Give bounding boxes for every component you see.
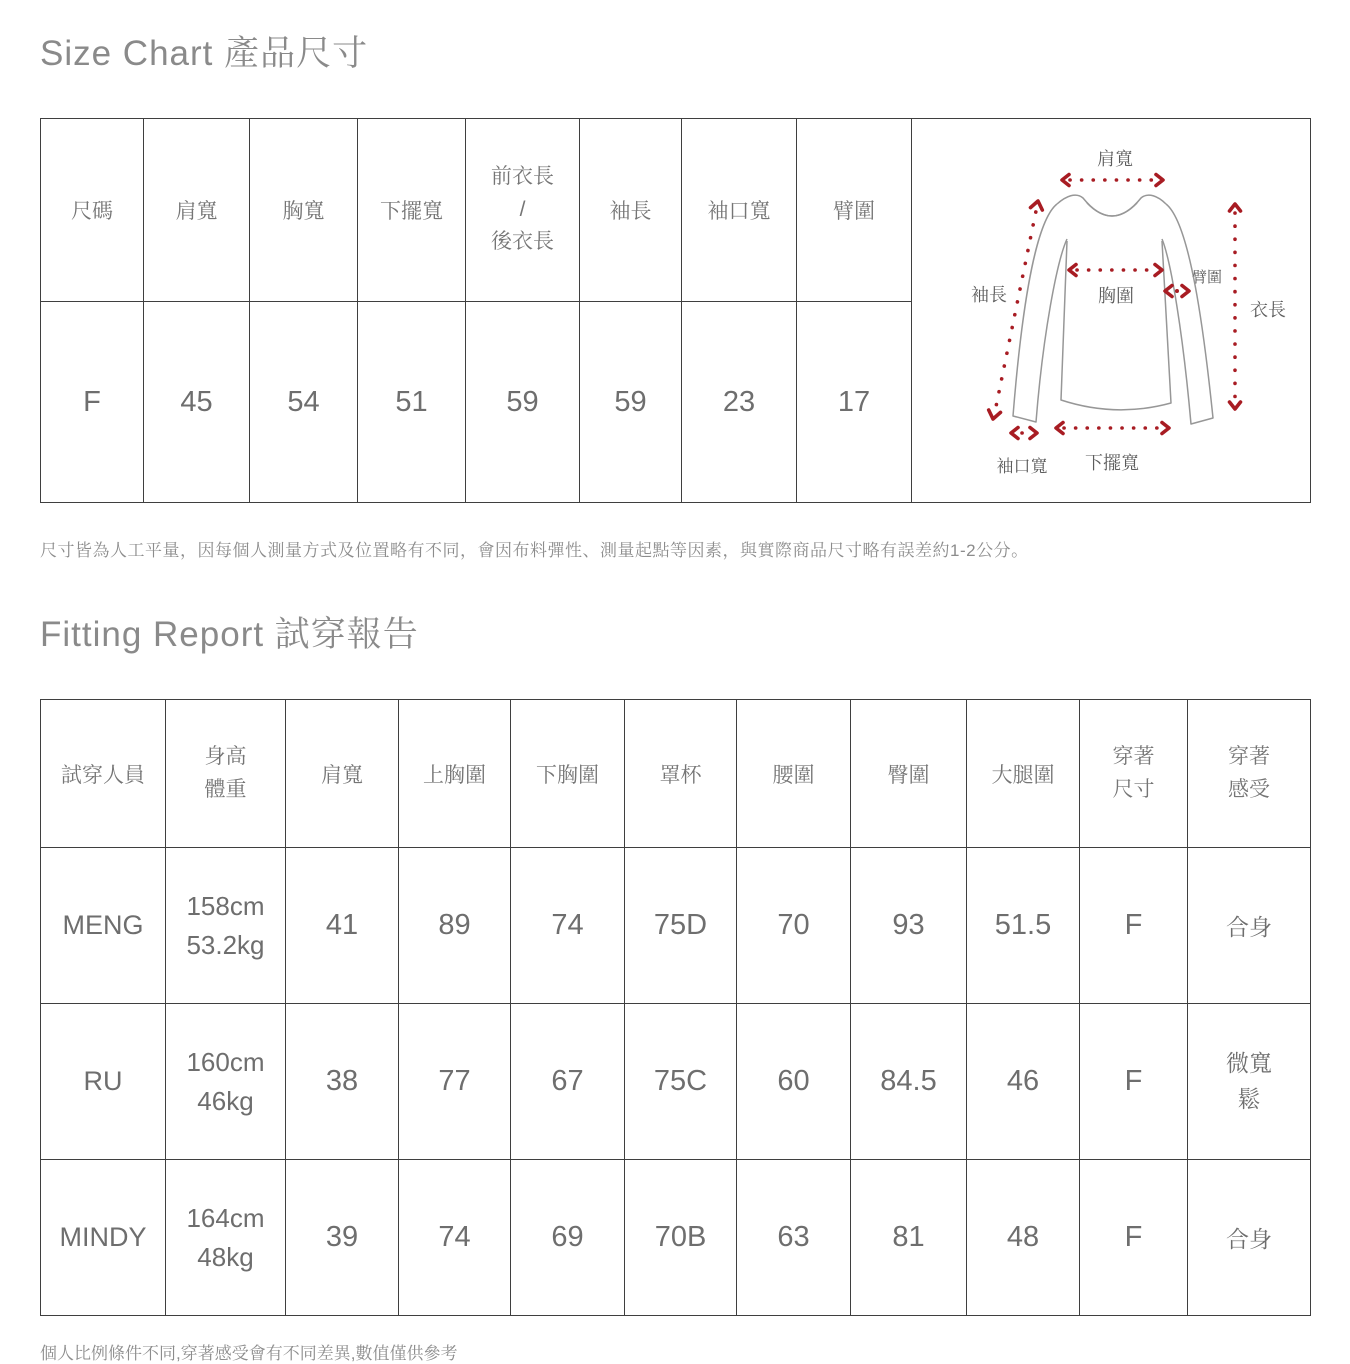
fitting-cell: 74: [511, 848, 625, 1004]
fitting-cell: 70: [737, 848, 851, 1004]
fitting-cell: 51.5: [967, 848, 1080, 1004]
fitting-row-meng: [41, 848, 1311, 1004]
garment-length-arrow: [1229, 204, 1240, 409]
fit-feel-cell: 合身: [1188, 848, 1311, 1004]
size-col-header: 前衣長 / 後衣長: [466, 119, 580, 302]
fitting-cell: 63: [737, 1160, 851, 1316]
shirt-shoulders-collar: [1057, 195, 1166, 216]
hem-width-label: 下擺寬: [1084, 453, 1139, 473]
size-diagram-cell: [912, 119, 1311, 503]
fitting-cell: 46: [967, 1004, 1080, 1160]
height-weight-cell: 160cm 46kg: [166, 1004, 286, 1160]
fitter-name-cell: MINDY: [41, 1160, 166, 1316]
fitting-cell: 77: [399, 1004, 511, 1160]
garment-length-label: 衣長: [1249, 300, 1286, 320]
fitting-col-header: 臀圍: [851, 700, 967, 848]
size-col-header: 尺碼: [41, 119, 144, 302]
size-header-row: [41, 119, 1311, 302]
fitting-cell: 69: [511, 1160, 625, 1316]
arm-circumference-arrow: [1165, 286, 1189, 297]
size-col-header: 下擺寬: [358, 119, 466, 302]
chest-width-label: 胸圍: [1097, 286, 1134, 306]
size-col-header: 臂圍: [797, 119, 912, 302]
fitting-col-header: 上胸圍: [399, 700, 511, 848]
cuff-width-label: 袖口寬: [996, 457, 1047, 476]
fit-feel-cell: 微寬 鬆: [1188, 1004, 1311, 1160]
fitting-report-note: 個人比例條件不同,穿著感受會有不同差異,數值僅供參考: [40, 1344, 458, 1363]
size-value-cell: 45: [144, 302, 250, 503]
fitting-report-table: [40, 699, 1311, 1316]
size-value-cell: 59: [580, 302, 682, 503]
fit-feel-cell: 合身: [1188, 1160, 1311, 1316]
height-weight-cell: 158cm 53.2kg: [166, 848, 286, 1004]
fitting-cell: 75C: [625, 1004, 737, 1160]
shirt-collar-inner-line: [1087, 203, 1137, 216]
size-value-cell: 51: [358, 302, 466, 503]
fitting-cell: 38: [286, 1004, 399, 1160]
fitting-cell: 75D: [625, 848, 737, 1004]
sleeve-length-label: 袖長: [970, 285, 1007, 305]
fitting-cell: 89: [399, 848, 511, 1004]
shirt-left-sleeve: [1013, 204, 1067, 422]
fitting-cell: 39: [286, 1160, 399, 1316]
size-col-header: 胸寬: [250, 119, 358, 302]
fitter-name-cell: MENG: [41, 848, 166, 1004]
fitting-report-title: Fitting Report 試穿報告: [40, 615, 419, 654]
fitting-cell: 67: [511, 1004, 625, 1160]
fitting-col-header: 肩寬: [286, 700, 399, 848]
fitting-row-ru: [41, 1004, 1311, 1160]
height-weight-cell: 164cm 48kg: [166, 1160, 286, 1316]
worn-size-cell: F: [1080, 1004, 1188, 1160]
fitting-header-row: [41, 700, 1311, 848]
cuff-width-arrow: [1011, 428, 1037, 439]
fitting-cell: 60: [737, 1004, 851, 1160]
size-value-cell: 23: [682, 302, 797, 503]
fitter-name-cell: RU: [41, 1004, 166, 1160]
shoulder-width-arrow: [1062, 175, 1163, 186]
size-value-cell: 54: [250, 302, 358, 503]
measure-arrows: [988, 175, 1240, 439]
fitting-cell: 41: [286, 848, 399, 1004]
fitting-col-header: 大腿圍: [967, 700, 1080, 848]
fitting-col-header: 穿著 尺寸: [1080, 700, 1188, 848]
fitting-col-header: 罩杯: [625, 700, 737, 848]
fitting-col-header: 穿著 感受: [1188, 700, 1311, 848]
hem-width-arrow: [1056, 423, 1169, 434]
arm-circumference-label: 臂圍: [1191, 269, 1222, 286]
fitting-cell: 81: [851, 1160, 967, 1316]
shirt-measure-diagram: [916, 119, 1307, 497]
size-measurement-note: 尺寸皆為人工平量，因每個人測量方式及位置略有不同，會因布料彈性、測量起點等因素，與實際商品尺寸略有誤差約1-2公分。: [40, 541, 1029, 560]
chest-width-arrow: [1069, 265, 1162, 276]
fitting-col-header: 身高 體重: [166, 700, 286, 848]
fitting-cell: 74: [399, 1160, 511, 1316]
shirt-outline: [1013, 195, 1213, 424]
size-value-cell: 59: [466, 302, 580, 503]
shoulder-width-label: 肩寬: [1096, 149, 1133, 169]
worn-size-cell: F: [1080, 1160, 1188, 1316]
fitting-cell: 84.5: [851, 1004, 967, 1160]
fitting-cell: 93: [851, 848, 967, 1004]
fitting-col-header: 下胸圍: [511, 700, 625, 848]
size-col-header: 肩寬: [144, 119, 250, 302]
fitting-col-header: 試穿人員: [41, 700, 166, 848]
fitting-cell: 48: [967, 1160, 1080, 1316]
size-col-header: 袖長: [580, 119, 682, 302]
worn-size-cell: F: [1080, 848, 1188, 1004]
fitting-row-mindy: [41, 1160, 1311, 1316]
size-chart-title: Size Chart 產品尺寸: [40, 34, 369, 73]
size-chart-table: [40, 118, 1311, 503]
size-value-cell: F: [41, 302, 144, 503]
size-col-header: 袖口寬: [682, 119, 797, 302]
size-value-cell: 17: [797, 302, 912, 503]
fitting-cell: 70B: [625, 1160, 737, 1316]
fitting-col-header: 腰圍: [737, 700, 851, 848]
